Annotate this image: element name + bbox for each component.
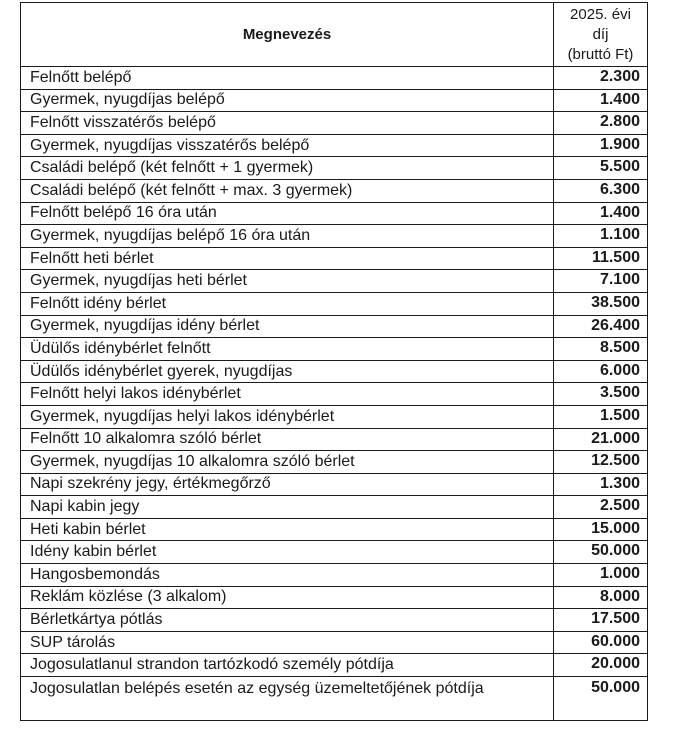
price-header-year: 2025. évi [570,5,631,23]
item-name: Idény kabin bérlet [21,541,554,564]
table-row [21,202,648,225]
item-price: 12.500 [554,451,648,474]
item-name: Gyermek, nyugdíjas helyi lakos idénybérlet [21,405,554,428]
table-row [21,112,648,135]
item-price: 2.500 [554,496,648,519]
item-name: Gyermek, nyugdíjas 10 alkalomra szóló bérlet [21,451,554,474]
item-price: 1.300 [554,473,648,496]
item-name: Gyermek, nyugdíjas belépő [21,89,554,112]
item-price: 60.000 [554,631,648,654]
table-row [21,247,648,270]
item-price: 1.900 [554,134,648,157]
table-row [21,428,648,451]
table-body [21,67,648,721]
table-row [21,67,648,90]
item-name: SUP tárolás [21,631,554,654]
item-name: Bérletkártya pótlás [21,609,554,632]
item-name: Felnőtt belépő [21,67,554,90]
table-row [21,677,648,721]
item-name: Üdülős idénybérlet gyerek, nyugdíjas [21,360,554,383]
table-row [21,134,648,157]
table-row [21,270,648,293]
table-row [21,496,648,519]
table-row [21,89,648,112]
table-header-row [21,3,648,67]
item-name: Üdülős idénybérlet felnőtt [21,338,554,361]
item-name: Jogosulatlanul strandon tartózkodó személy pótdíja [21,654,554,677]
item-price: 3.500 [554,383,648,406]
item-name: Gyermek, nyugdíjas idény bérlet [21,315,554,338]
item-price: 1.100 [554,225,648,248]
table-row [21,315,648,338]
item-name: Reklám közlése (3 alkalom) [21,586,554,609]
table-row [21,609,648,632]
item-price: 5.500 [554,157,648,180]
price-table [20,2,648,721]
table-row [21,564,648,587]
column-header-price [554,3,648,67]
item-name: Hangosbemondás [21,564,554,587]
table-row [21,292,648,315]
item-price: 50.000 [554,677,648,721]
item-price: 2.300 [554,67,648,90]
table-row [21,541,648,564]
item-price: 50.000 [554,541,648,564]
table-row [21,360,648,383]
table-row [21,518,648,541]
item-name: Gyermek, nyugdíjas belépő 16 óra után [21,225,554,248]
item-price: 11.500 [554,247,648,270]
item-price: 1.000 [554,564,648,587]
table-row [21,654,648,677]
item-price: 20.000 [554,654,648,677]
item-name: Heti kabin bérlet [21,518,554,541]
item-price: 15.000 [554,518,648,541]
item-price: 2.800 [554,112,648,135]
table-row [21,451,648,474]
item-name: Felnőtt idény bérlet [21,292,554,315]
item-price: 6.300 [554,179,648,202]
item-price: 21.000 [554,428,648,451]
price-header-unit: (bruttó Ft) [567,45,634,63]
price-header-fee: díj [592,25,609,43]
item-price: 1.400 [554,202,648,225]
item-name: Felnőtt heti bérlet [21,247,554,270]
item-price: 1.400 [554,89,648,112]
item-name: Gyermek, nyugdíjas heti bérlet [21,270,554,293]
item-price: 17.500 [554,609,648,632]
item-price: 8.500 [554,338,648,361]
item-price: 1.500 [554,405,648,428]
table-row [21,631,648,654]
item-price: 7.100 [554,270,648,293]
item-name: Felnőtt visszatérős belépő [21,112,554,135]
table-row [21,179,648,202]
table-row [21,586,648,609]
table-row [21,405,648,428]
item-name: Napi szekrény jegy, értékmegőrző [21,473,554,496]
table-row [21,225,648,248]
item-price: 8.000 [554,586,648,609]
item-price: 26.400 [554,315,648,338]
item-name: Napi kabin jegy [21,496,554,519]
item-name: Gyermek, nyugdíjas visszatérős belépő [21,134,554,157]
item-name: Családi belépő (két felnőtt + 1 gyermek) [21,157,554,180]
column-header-name: Megnevezés [21,3,554,67]
item-name: Felnőtt helyi lakos idénybérlet [21,383,554,406]
item-name: Családi belépő (két felnőtt + max. 3 gyermek) [21,179,554,202]
table-row [21,157,648,180]
item-name: Jogosulatlan belépés esetén az egység üzemeltetőjének pótdíja [21,677,554,721]
item-name: Felnőtt belépő 16 óra után [21,202,554,225]
item-price: 38.500 [554,292,648,315]
table-row [21,338,648,361]
item-price: 6.000 [554,360,648,383]
item-name: Felnőtt 10 alkalomra szóló bérlet [21,428,554,451]
table-row [21,473,648,496]
table-row [21,383,648,406]
